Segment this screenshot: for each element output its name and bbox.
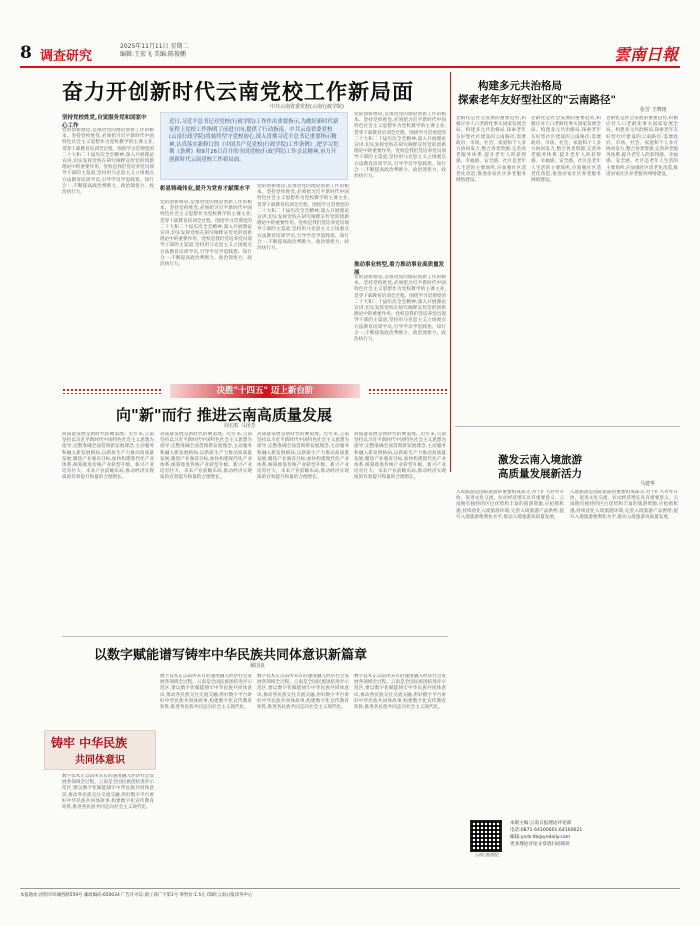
article5-column3: 数字技术正以前所未有的速度融入经济社会发展各领域全过程。云南是全国民族团结进步示范区,要以数字化赋能铸牢中华民族共同体意识,推动各民族交往交流交融,用好数字平台讲好中华民族共同体故事,构建数字化宣传教育矩阵,推进各民族共同走向社会主义现代化。 — [257, 674, 349, 711]
article1-byline: 中共云南省委党校(云南行政学院) — [270, 104, 344, 110]
article5-column2: 数字技术正以前所未有的速度融入经济社会发展各领域全过程。云南是全国民族团结进步示范区,要以数字化赋能铸牢中华民族共同体意识,推动各民族交往交流交融,用好数字平台讲好中华民族共同体故事,构建数字化宣传教育矩阵,推进各民族共同走向社会主义现代化。 — [160, 674, 252, 711]
article1-quote-box: 近日,习近平总书记对党校(行政学院)工作作出重要指示,为做好新时代新征程上党校工作指明了前进方向,提供了行动指南。中共云南省委党校(云南行政学院)将始终坚守党校初心,深入贯彻习近平总书记重要指示精神,认真落实新修订的《中国共产党党校(行政学院)工作条例》,把学习贯彻《条例》和9月26日召开的全国党校(行政学院)工作会议精神,奋力开创新时代云南党校工作新局面。 — [160, 112, 348, 180]
newspaper-logo: 雲南日報 — [613, 45, 678, 64]
page-number: 8 — [20, 43, 32, 63]
header-editors: 编辑:王宏飞 美编:陈俊鹏 — [120, 51, 186, 58]
article4-column1: 入境旅游是国际旅游的重要组成部分,对于扩大对外开放、促进文化交流、拉动经济增长具有重要意义。云南拥有独特的区位优势和丰富的旅游资源,应抢抓机遇,持续优化入境旅游环境,完善入境旅游产品供给,提升入境旅游便利化水平,推动入境旅游高质量发展。 — [456, 490, 564, 520]
contact-editor: 本版主编:云南日报理论评论部 — [510, 821, 572, 826]
contact-info — [510, 820, 680, 848]
article3-column1: 高质量发展是新时代的硬道理。近年来,云南坚持以习近平新时代中国特色社会主义思想为指导,完整准确全面贯彻新发展理念,主动服务和融入新发展格局,以新质生产力推动高质量发展,聚焦产业强省目标,加快构建现代化产业体系,统筹推进传统产业转型升级、新兴产业培育壮大、未来产业前瞻布局,推动经济实现质的有效提升和量的合理增长。 — [62, 432, 154, 481]
article1-title: 奋力开创新时代云南党校工作新局面 — [62, 79, 414, 104]
article2-title: 构建多元共治格局 — [478, 80, 562, 92]
article4-title: 激发云南入境旅游 — [498, 454, 582, 466]
article4-byline: 马建华 — [640, 481, 656, 487]
right-divider — [455, 426, 680, 427]
article4-title2: 高质量发展新活力 — [498, 468, 582, 480]
article5-byline: 郝国良 — [250, 663, 266, 669]
banner-dots-right — [368, 388, 448, 394]
qr-caption: 云南日报理论 — [475, 852, 499, 857]
article2-column1: 老龄化是社会发展的重要趋势,积极应对人口老龄化事关国家发展全局。构建多元共治格局,探索老年友好型社区建设的云南路径,需要政府、市场、社会、家庭和个人多方协同发力,整合各类资源,完善养老服务体系,提升老年人的获得感、幸福感、安全感。社区是老年人生活的主要场所,应加强社区适老化改造,推进居家社区养老服务网络建设。 — [456, 116, 526, 184]
banner-dots-left — [62, 388, 162, 394]
emblem-line2: 共同体意识 — [75, 755, 125, 766]
article1-column2: 党的创新理论,是推进党的理论创新工作的根本。坚持党校姓党,必须把习近平新时代中国特色社会主义思想作为党校教学的主课主业,贯穿干部教育培训全过程。围绕学习贯彻党的二十大和二十届历次全会精神,深入开展理论宣讲,切实发挥党校在研究阐释宣传党的创新理论中的重要作用。党校是我们党培养党员领导干部的主渠道,坚持用马克思主义立场观点方法教育培训学员,引导学员学思践悟、知行合一,不断提高政治判断力、政治领悟力、政治执行力。 — [160, 200, 252, 268]
article2-title2: 探索老年友好型社区的"云南路径" — [458, 94, 616, 106]
section-title: 调查研究 — [40, 49, 93, 64]
page-header — [20, 40, 680, 68]
article1-column1: 党的创新理论,是推进党的理论创新工作的根本。坚持党校姓党,必须把习近平新时代中国特色社会主义思想作为党校教学的主课主业,贯穿干部教育培训全过程。围绕学习贯彻党的二十大和二十届历次全会精神,深入开展理论宣讲,切实发挥党校在研究阐释宣传党的创新理论中的重要作用。党校是我们党培养党员领导干部的主渠道,坚持用马克思主义立场观点方法教育培训学员,引导学员学思践悟、知行合一,不断提高政治判断力、政治领悟力、政治执行力。 — [62, 128, 154, 196]
article3-column4: 高质量发展是新时代的硬道理。近年来,云南坚持以习近平新时代中国特色社会主义思想为指导,完整准确全面贯彻新发展理念,主动服务和融入新发展格局,以新质生产力推动高质量发展,聚焦产业强省目标,加快构建现代化产业体系,统筹推进传统产业转型升级、新兴产业培育壮大、未来产业前瞻布局,推动经济实现质的有效提升和量的合理增长。 — [354, 432, 446, 481]
article1-column4: 党的创新理论,是推进党的理论创新工作的根本。坚持党校姓党,必须把习近平新时代中国特色社会主义思想作为党校教学的主课主业,贯穿干部教育培训全过程。围绕学习贯彻党的二十大和二十届历次全会精神,深入开展理论宣讲,切实发挥党校在研究阐释宣传党的创新理论中的重要作用。党校是我们党培养党员领导干部的主渠道,坚持用马克思主义立场观点方法教育培训学员,引导学员学思践悟、知行合一,不断提高政治判断力、政治领悟力、政治执行力。 — [354, 112, 446, 180]
article5-title: 以数字赋能谱写铸牢中华民族共同体意识新篇章 — [94, 648, 368, 663]
article3-title: 向"新"而行 推进云南高质量发展 — [116, 406, 332, 424]
article3-column3: 高质量发展是新时代的硬道理。近年来,云南坚持以习近平新时代中国特色社会主义思想为指导,完整准确全面贯彻新发展理念,主动服务和融入新发展格局,以新质生产力推动高质量发展,聚焦产业强省目标,加快构建现代化产业体系,统筹推进传统产业转型升级、新兴产业培育壮大、未来产业前瞻布局,推动经济实现质的有效提升和量的合理增长。 — [257, 432, 349, 481]
article3-column2: 高质量发展是新时代的硬道理。近年来,云南坚持以习近平新时代中国特色社会主义思想为指导,完整准确全面贯彻新发展理念,主动服务和融入新发展格局,以新质生产力推动高质量发展,聚焦产业强省目标,加快构建现代化产业体系,统筹推进传统产业转型升级、新兴产业培育壮大、未来产业前瞻布局,推动经济实现质的有效提升和量的合理增长。 — [160, 432, 252, 481]
article5-emblem — [44, 730, 156, 770]
article1-column3: 党的创新理论,是推进党的理论创新工作的根本。坚持党校姓党,必须把习近平新时代中国特色社会主义思想作为党校教学的主课主业,贯穿干部教育培训全过程。围绕学习贯彻党的二十大和二十届历次全会精神,深入开展理论宣讲,切实发挥党校在研究阐释宣传党的创新理论中的重要作用。党校是我们党培养党员领导干部的主渠道,坚持用马克思主义立场观点方法教育培训学员,引导学员学思践悟、知行合一,不断提高政治判断力、政治领悟力、政治执行力。 — [257, 184, 349, 252]
contact-scan-note: 更多理论评论文章请扫码阅读 — [510, 842, 570, 847]
article2-byline: 张芳 王晓雨 — [640, 107, 667, 113]
article2-column2: 老龄化是社会发展的重要趋势,积极应对人口老龄化事关国家发展全局。构建多元共治格局,探索老年友好型社区建设的云南路径,需要政府、市场、社会、家庭和个人多方协同发力,整合各类资源,完善养老服务体系,提升老年人的获得感、幸福感、安全感。社区是老年人生活的主要场所,应加强社区适老化改造,推进居家社区养老服务网络建设。 — [531, 116, 601, 184]
article5-top-divider — [62, 636, 448, 637]
article3-byline: 周长虹 马泽芳 — [224, 423, 256, 429]
header-meta — [120, 43, 188, 59]
contact-phone: 电话:0871-64160601,64160621 — [510, 828, 583, 833]
header-date: 2025年11月11日 星期二 — [120, 43, 189, 50]
contact-email: 邮箱:ynrb-llb@yndaily.com — [510, 835, 571, 840]
article1-subhead2: 彰显铸魂伟业,提升为党育才献策水平 — [160, 186, 251, 192]
qr-code[interactable] — [470, 820, 502, 852]
article5-column1: 数字技术正以前所未有的速度融入经济社会发展各领域全过程。云南是全国民族团结进步示范区,要以数字化赋能铸牢中华民族共同体意识,推动各民族交往交流交融,用好数字平台讲好中华民族共同体故事,构建数字化宣传教育矩阵,推进各民族共同走向社会主义现代化。 — [62, 774, 154, 811]
column-divider — [450, 72, 451, 472]
article1-subhead3: 推动事业转型,着力推动事业高质量发展 — [354, 262, 445, 276]
article5-column4: 数字技术正以前所未有的速度融入经济社会发展各领域全过程。云南是全国民族团结进步示范区,要以数字化赋能铸牢中华民族共同体意识,推动各民族交往交流交融,用好数字平台讲好中华民族共同体故事,构建数字化宣传教育矩阵,推进各民族共同走向社会主义现代化。 — [354, 674, 446, 711]
article1-subhead1: 坚持党校姓党,自觉服务党和国家中心工作 — [62, 115, 147, 129]
emblem-line1: 铸牢 中华民族 — [51, 736, 128, 750]
article1-column4b: 党的创新理论,是推进党的理论创新工作的根本。坚持党校姓党,必须把习近平新时代中国特色社会主义思想作为党校教学的主课主业,贯穿干部教育培训全过程。围绕学习贯彻党的二十大和二十届历次全会精神,深入开展理论宣讲,切实发挥党校在研究阐释宣传党的创新理论中的重要作用。党校是我们党培养党员领导干部的主渠道,坚持用马克思主义立场观点方法教育培训学员,引导学员学思践悟、知行合一,不断提高政治判断力、政治领悟力、政治执行力。 — [354, 275, 446, 343]
page-footer: 本报地址:昆明市环城西路559号 邮政编码:650034 广告许可证:滇工商广字第1号 零售价:1.5元 印刷:云南日报印务中心 — [20, 888, 680, 898]
section-banner: 决胜"十四五" 迈上新台阶 — [170, 384, 360, 398]
article2-column3: 老龄化是社会发展的重要趋势,积极应对人口老龄化事关国家发展全局。构建多元共治格局,探索老年友好型社区建设的云南路径,需要政府、市场、社会、家庭和个人多方协同发力,整合各类资源,完善养老服务体系,提升老年人的获得感、幸福感、安全感。社区是老年人生活的主要场所,应加强社区适老化改造,推进居家社区养老服务网络建设。 — [606, 116, 678, 177]
article4-column2: 入境旅游是国际旅游的重要组成部分,对于扩大对外开放、促进文化交流、拉动经济增长具有重要意义。云南拥有独特的区位优势和丰富的旅游资源,应抢抓机遇,持续优化入境旅游环境,完善入境旅游产品供给,提升入境旅游便利化水平,推动入境旅游高质量发展。 — [570, 490, 678, 520]
